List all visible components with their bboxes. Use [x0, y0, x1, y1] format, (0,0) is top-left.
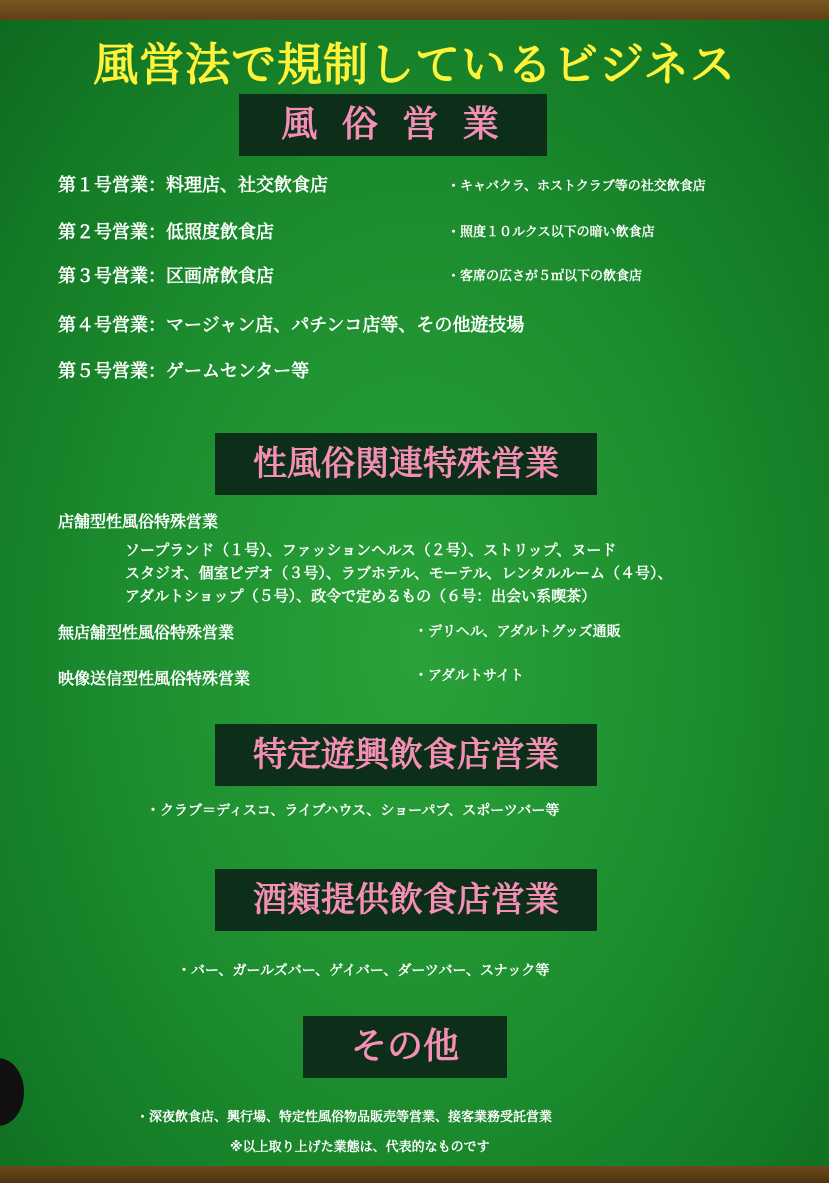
heading-sonota: その他 — [303, 1016, 507, 1078]
video-label: 映像送信型性風俗特殊営業 — [58, 669, 251, 688]
item-1-label: 第１号営業：料理店、社交飲食店 — [58, 175, 328, 196]
item-2-label: 第２号営業：低照度飲食店 — [58, 222, 274, 243]
store-type-line-2: スタジオ、個室ビデオ（３号）、ラブホテル、モーテル、レンタルルーム（４号）、 — [125, 564, 673, 582]
tokutei-note: ・クラブ＝ディスコ、ライブハウス、ショーパブ、スポーツバー等 — [146, 803, 560, 819]
heading-tokutei: 特定遊興飲食店営業 — [215, 724, 597, 786]
item-2-note: ・照度１０ルクス以下の暗い飲食店 — [447, 225, 655, 240]
chalkboard-frame-bottom — [0, 1166, 829, 1183]
item-3-label: 第３号営業：区画席飲食店 — [58, 266, 274, 287]
footnote: ※以上取り上げた業態は、代表的なものです — [230, 1140, 490, 1155]
chalkboard-frame-top — [0, 0, 829, 22]
store-type-line-3: アダルトショップ（５号）、政令で定めるもの（６号：出会い系喫茶） — [125, 587, 597, 605]
heading-fuzoku-eigyo: 風 俗 営 業 — [239, 94, 547, 156]
non-store-note: ・デリヘル、アダルトグッズ通販 — [414, 624, 621, 640]
chalkboard — [0, 20, 829, 1168]
non-store-label: 無店舗型性風俗特殊営業 — [58, 623, 235, 642]
item-3-note: ・客席の広さが５㎡以下の飲食店 — [447, 269, 643, 284]
heading-sei-fuzoku: 性風俗関連特殊営業 — [215, 433, 597, 495]
page-title: 風営法で規制しているビジネス — [93, 38, 736, 91]
item-5-label: 第５号営業：ゲームセンター等 — [58, 361, 310, 382]
store-type-line-1: ソープランド（１号）、ファッションヘルス（２号）、ストリップ、ヌード — [125, 541, 617, 559]
item-1-note: ・キャバクラ、ホストクラブ等の社交飲食店 — [447, 179, 706, 194]
video-note: ・アダルトサイト — [414, 668, 525, 684]
shurui-note: ・バー、ガールズバー、ゲイバー、ダーツバー、スナック等 — [177, 963, 550, 979]
store-type-label: 店舗型性風俗特殊営業 — [58, 512, 219, 531]
heading-shurui: 酒類提供飲食店営業 — [215, 869, 597, 931]
sonota-note: ・深夜飲食店、興行場、特定性風俗物品販売等営業、接客業務受託営業 — [136, 1110, 553, 1125]
item-4-label: 第４号営業：マージャン店、パチンコ店等、その他遊技場 — [58, 315, 525, 336]
